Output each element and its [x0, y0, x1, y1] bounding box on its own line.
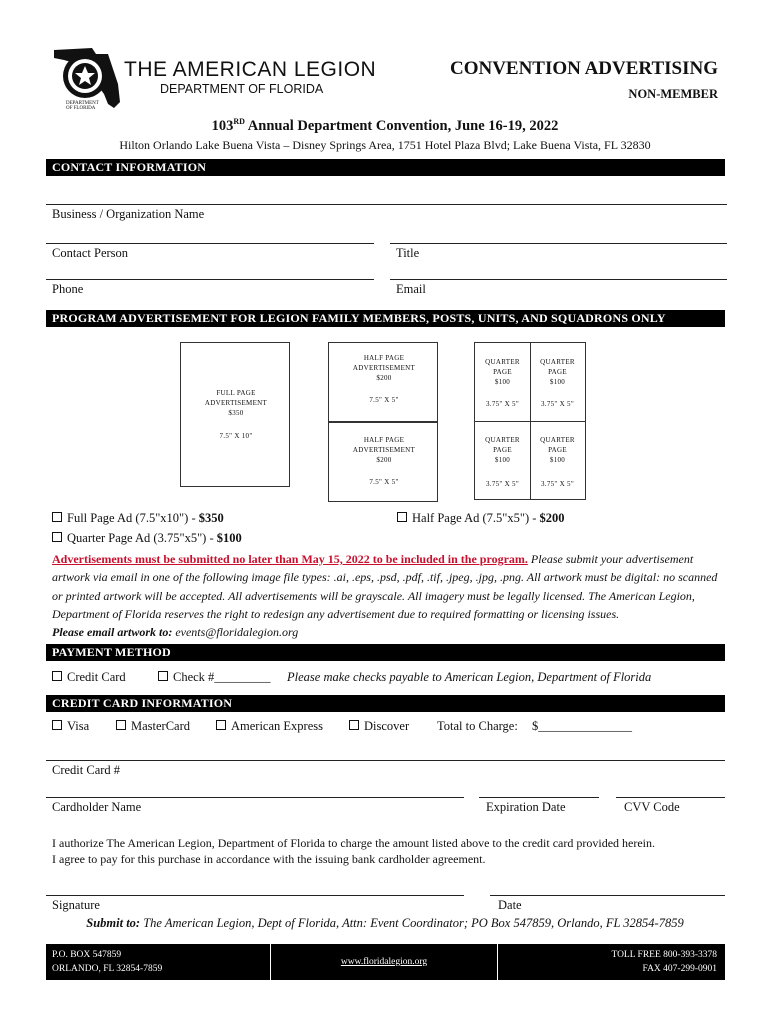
- q1-label-2: PAGE: [493, 368, 512, 376]
- authorization-line-2: I agree to pay for this purchase in accordance with the issuing bank cardholder agreement.: [52, 852, 486, 866]
- q3-label-2: PAGE: [493, 446, 512, 454]
- card-number-label: Credit Card #: [52, 763, 121, 777]
- q3-label-1: QUARTER: [485, 436, 520, 444]
- half-label-1b: HALF PAGE: [363, 436, 405, 444]
- q1-price: $100: [494, 378, 511, 386]
- amex-checkbox[interactable]: [216, 720, 226, 730]
- q2-label-2: PAGE: [548, 368, 567, 376]
- cardholder-line[interactable]: [46, 797, 464, 798]
- artwork-email: events@floridalegion.org: [172, 625, 299, 640]
- check-label: Check #_________: [173, 670, 271, 684]
- half-page-ad-diagram-bottom: [328, 422, 438, 502]
- half-label-2: ADVERTISEMENT: [352, 364, 416, 372]
- discover-checkbox[interactable]: [349, 720, 359, 730]
- authorization-line-1: I authorize The American Legion, Department of Florida to charge the amount listed above to the credit card provided herein.: [52, 836, 656, 850]
- q4-price: $100: [549, 456, 566, 464]
- amex-label: American Express: [231, 719, 323, 733]
- cvv-label: CVV Code: [624, 800, 680, 814]
- quarter-page-checkbox[interactable]: [52, 532, 62, 542]
- q2-label-1: QUARTER: [540, 358, 575, 366]
- half-size: 7.5" X 5": [369, 396, 399, 404]
- amex-option[interactable]: [216, 719, 323, 734]
- q4-label-2: PAGE: [548, 446, 567, 454]
- q4-label-1: QUARTER: [540, 436, 575, 444]
- discover-option[interactable]: [349, 719, 409, 734]
- half-size-b: 7.5" X 5": [369, 478, 399, 486]
- logo-caption: DEPARTMENT OF FLORIDA: [66, 101, 99, 111]
- option-half-price: $200: [539, 511, 565, 525]
- q2-price: $100: [549, 378, 566, 386]
- q1-label-1: QUARTER: [485, 358, 520, 366]
- full-price: $350: [228, 409, 244, 417]
- half-label-2b: ADVERTISEMENT: [352, 446, 416, 454]
- business-label: Business / Organization Name: [52, 207, 205, 221]
- total-label: Total to Charge:: [437, 719, 518, 733]
- form-title: CONVENTION ADVERTISING: [449, 58, 718, 79]
- phone-label: Phone: [52, 282, 84, 296]
- full-page-ad-diagram: [180, 342, 290, 487]
- mastercard-checkbox[interactable]: [116, 720, 126, 730]
- legion-emblem: [62, 53, 108, 99]
- option-quarter-price: $100: [216, 531, 242, 545]
- discover-label: Discover: [364, 719, 410, 733]
- email-label: Email: [396, 282, 426, 296]
- q3-size: 3.75" X 5": [485, 480, 520, 488]
- check-note: Please make checks payable to American Legion, Department of Florida: [287, 670, 652, 684]
- mastercard-option[interactable]: [116, 719, 190, 734]
- submit-line: [0, 916, 770, 931]
- half-price-b: $200: [376, 456, 392, 464]
- card-heading: CREDIT CARD INFORMATION: [46, 695, 725, 712]
- convention-heading: [0, 117, 770, 135]
- q4-size: 3.75" X 5": [540, 480, 575, 488]
- footer-fax: FAX 407-299-0901: [642, 964, 717, 974]
- deadline-notice: Advertisements must be submitted no later than May 15, 2022 to be included in the program.: [52, 552, 528, 566]
- signature-label: Signature: [52, 898, 100, 912]
- convention-title: Annual Department Convention, June 16-19, 2022: [244, 117, 559, 134]
- option-quarter-label: Quarter Page Ad (3.75"x5") -: [67, 531, 217, 545]
- instruction-text: Please submit your advertisement artwork via email in one of the following image file types: .ai, .eps, .psd, .pdf, .tif, .jpeg, .jpg, .png. All artwork must be digital: no scanned or printed artwork will be accepted. All advertisements will be grayscale. All imagery must be legally licensed. The American Legion, Department of Florida reserves the right to redesign any advertisement due to required formatting or licensing issues.: [52, 552, 718, 621]
- half-price: $200: [376, 374, 392, 382]
- total-value[interactable]: $_______________: [532, 719, 632, 733]
- title-line[interactable]: [390, 243, 727, 244]
- option-quarter-page[interactable]: [52, 531, 242, 546]
- submit-label: Submit to:: [86, 916, 141, 930]
- half-page-checkbox[interactable]: [397, 512, 407, 522]
- mastercard-label: MasterCard: [131, 719, 191, 733]
- half-label-1: HALF PAGE: [363, 354, 405, 362]
- credit-card-checkbox[interactable]: [52, 671, 62, 681]
- option-full-page[interactable]: [52, 511, 224, 526]
- footer-bar: [46, 944, 725, 980]
- expiration-line[interactable]: [479, 797, 599, 798]
- check-checkbox[interactable]: [158, 671, 168, 681]
- contact-person-line[interactable]: [46, 243, 374, 244]
- option-full-label: Full Page Ad (7.5"x10") -: [67, 511, 199, 525]
- signature-line[interactable]: [46, 895, 464, 896]
- footer-divider-right: [497, 944, 498, 980]
- payment-heading: PAYMENT METHOD: [46, 644, 725, 661]
- business-line[interactable]: [46, 204, 727, 205]
- full-page-checkbox[interactable]: [52, 512, 62, 522]
- option-half-page[interactable]: [397, 511, 565, 526]
- submit-address: The American Legion, Dept of Florida, Attn: Event Coordinator; PO Box 547859, Orlando, FL 32854-7859: [140, 916, 684, 930]
- contact-heading: CONTACT INFORMATION: [46, 159, 725, 176]
- contact-person-label: Contact Person: [52, 246, 129, 260]
- dept-name: DEPARTMENT OF FLORIDA: [160, 82, 324, 96]
- submission-instructions: [52, 550, 720, 641]
- expiration-label: Expiration Date: [486, 800, 566, 814]
- cardholder-label: Cardholder Name: [52, 800, 142, 814]
- payment-check-option[interactable]: [158, 670, 271, 685]
- q2-size: 3.75" X 5": [540, 400, 575, 408]
- email-line[interactable]: [390, 279, 727, 280]
- option-full-price: $350: [198, 511, 224, 525]
- q3-price: $100: [494, 456, 511, 464]
- footer-address-1: P.O. BOX 547859: [52, 950, 122, 960]
- phone-line[interactable]: [46, 279, 374, 280]
- visa-label: Visa: [67, 719, 90, 733]
- footer-address-2: ORLANDO, FL 32854-7859: [52, 964, 163, 974]
- half-page-ad-diagram-top: [328, 342, 438, 422]
- date-line[interactable]: [490, 895, 725, 896]
- q1-size: 3.75" X 5": [485, 400, 520, 408]
- email-artwork-label: Please email artwork to:: [52, 625, 173, 640]
- quarter-divider-h: [475, 421, 585, 422]
- full-size: 7.5" X 10": [219, 432, 253, 440]
- program-heading: PROGRAM ADVERTISEMENT FOR LEGION FAMILY MEMBERS, POSTS, UNITS, AND SQUADRONS ONLY: [46, 310, 725, 327]
- cvv-line[interactable]: [616, 797, 725, 798]
- org-name: THE AMERICAN LEGION: [124, 58, 377, 81]
- quarter-page-ad-grid: [474, 342, 586, 500]
- date-label: Date: [498, 898, 522, 912]
- visa-option[interactable]: [52, 719, 89, 734]
- convention-number: 103: [211, 117, 234, 134]
- footer-website[interactable]: www.floridalegion.org: [340, 957, 428, 967]
- convention-suffix: RD: [233, 117, 245, 126]
- footer-tollfree: TOLL FREE 800-393-3378: [611, 950, 717, 960]
- full-label-2: ADVERTISEMENT: [204, 399, 268, 407]
- option-half-label: Half Page Ad (7.5"x5") -: [412, 511, 540, 525]
- venue-line: Hilton Orlando Lake Buena Vista – Disney Springs Area, 1751 Hotel Plaza Blvd; Lake Buena Vista, FL 32830: [119, 138, 651, 152]
- payment-credit-option[interactable]: [52, 670, 126, 685]
- card-number-line[interactable]: [46, 760, 725, 761]
- full-label-1: FULL PAGE: [216, 389, 256, 397]
- visa-checkbox[interactable]: [52, 720, 62, 730]
- title-label: Title: [396, 246, 420, 260]
- credit-card-label: Credit Card: [67, 670, 126, 684]
- form-subtitle: NON-MEMBER: [628, 87, 718, 101]
